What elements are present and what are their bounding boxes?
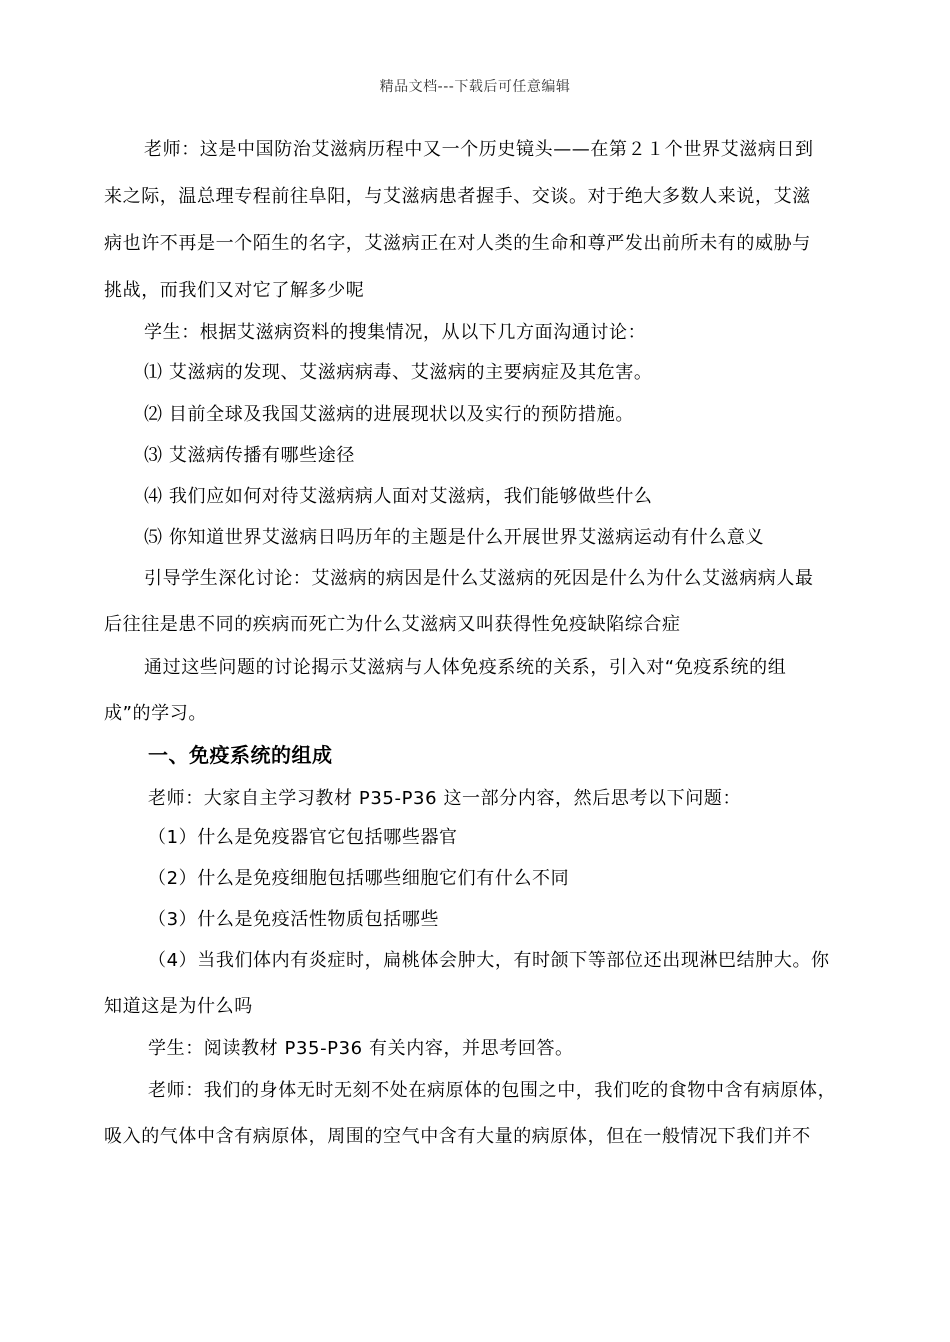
list-item: ⑵ 目前全球及我国艾滋病的进展现状以及实行的预防措施。 <box>144 404 634 425</box>
paragraph-line: 通过这些问题的讨论揭示艾滋病与人体免疫系统的关系，引入对“免疫系统的组 <box>144 657 787 678</box>
paragraph-line: 挑战，而我们又对它了解多少呢 <box>104 280 365 301</box>
paragraph-line: 知道这是为什么吗 <box>104 996 253 1017</box>
list-item: ⑸ 你知道世界艾滋病日吗历年的主题是什么开展世界艾滋病运动有什么意义 <box>144 527 765 548</box>
paragraph-line: 引导学生深化讨论：艾滋病的病因是什么艾滋病的死因是什么为什么艾滋病病人最 <box>144 568 814 589</box>
list-item: ⑷ 我们应如何对待艾滋病病人面对艾滋病，我们能够做些什么 <box>144 486 653 507</box>
paragraph-line: 吸入的气体中含有病原体，周围的空气中含有大量的病原体，但在一般情况下我们并不 <box>104 1126 811 1147</box>
section-heading: 一、免疫系统的组成 <box>148 743 333 767</box>
paragraph-line: 老师：大家自主学习教材 P35-P36 这一部分内容，然后思考以下问题： <box>148 788 742 809</box>
paragraph-line: 成”的学习。 <box>104 703 207 724</box>
list-item: ⑴ 艾滋病的发现、艾滋病病毒、艾滋病的主要病症及其危害。 <box>144 362 653 383</box>
list-item: （2）什么是免疫细胞包括哪些细胞它们有什么不同 <box>148 868 570 889</box>
paragraph-line: 病也许不再是一个陌生的名字，艾滋病正在对人类的生命和尊严发出前所未有的威胁与 <box>104 233 811 254</box>
list-item: ⑶ 艾滋病传播有哪些途径 <box>144 445 355 466</box>
list-item: （1）什么是免疫器官它包括哪些器官 <box>148 827 458 848</box>
paragraph-line: 来之际，温总理专程前往阜阳，与艾滋病患者握手、交谈。对于绝大多数人来说，艾滋 <box>104 186 811 207</box>
list-item: （3）什么是免疫活性物质包括哪些 <box>148 909 440 930</box>
page-header: 精品文档---下载后可任意编辑 <box>379 79 571 95</box>
list-item: （4）当我们体内有炎症时，扁桃体会肿大，有时颌下等部位还出现淋巴结肿大。你 <box>148 950 830 971</box>
paragraph-line: 学生：阅读教材 P35-P36 有关内容，并思考回答。 <box>148 1038 574 1059</box>
paragraph-line: 后往往是患不同的疾病而死亡为什么艾滋病又叫获得性免疫缺陷综合症 <box>104 614 681 635</box>
paragraph-line: 学生：根据艾滋病资料的搜集情况，从以下几方面沟通讨论： <box>144 322 647 343</box>
paragraph-line: 老师：这是中国防治艾滋病历程中又一个历史镜头——在第２１个世界艾滋病日到 <box>144 139 814 160</box>
paragraph-line: 老师：我们的身体无时无刻不处在病原体的包围之中，我们吃的食物中含有病原体， <box>148 1080 837 1101</box>
